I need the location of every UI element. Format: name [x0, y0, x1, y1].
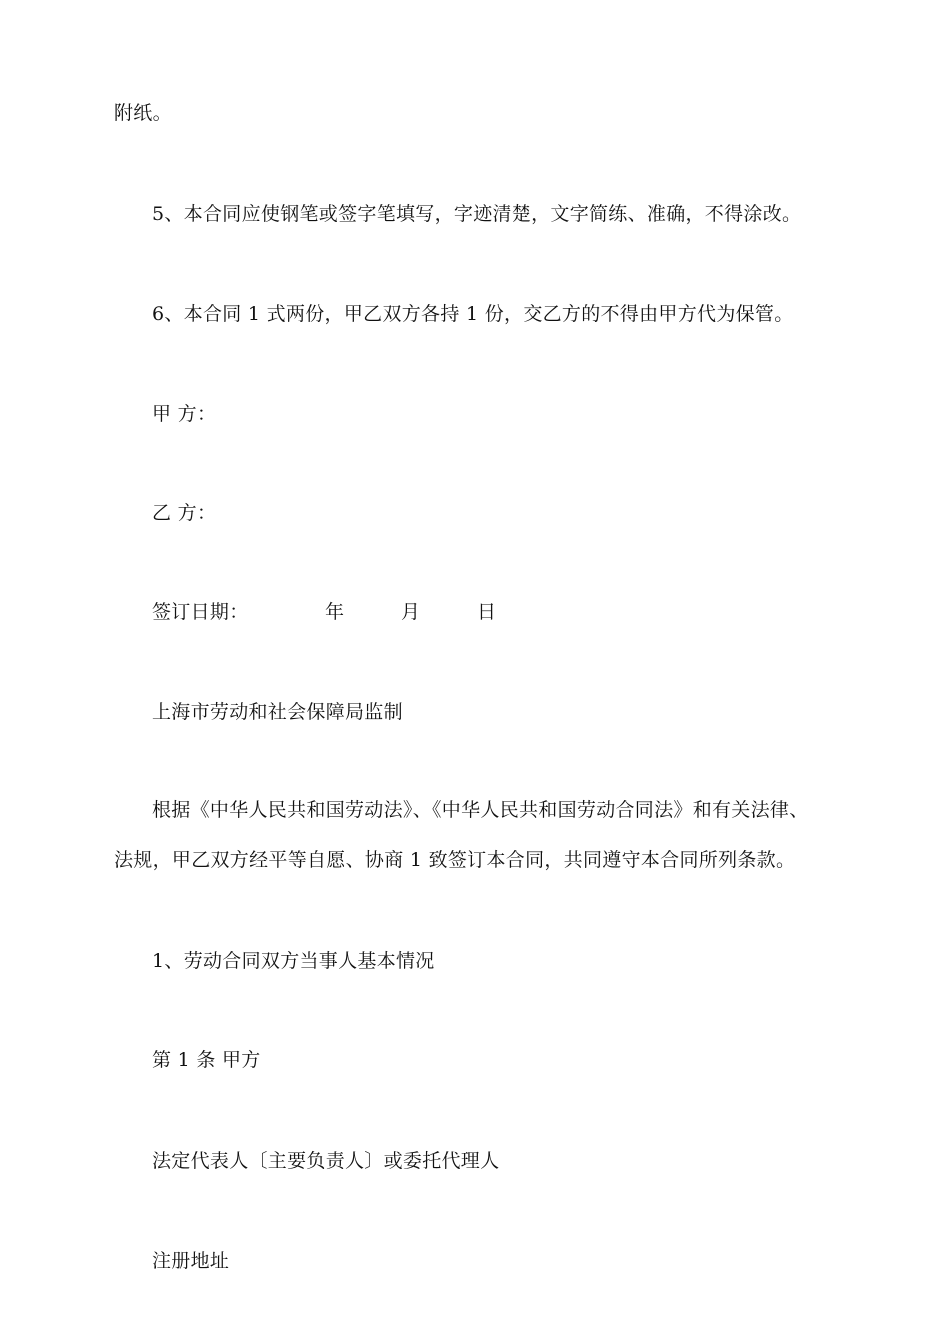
preamble-line-1: 根据《中华人民共和国劳动法》、《中华人民共和国劳动合同法》和有关法律、 — [152, 799, 809, 821]
text-line-item-5: 5、本合同应使钢笔或签字笔填写，字迹清楚，文字简练、准确，不得涂改。 — [152, 203, 802, 225]
signing-date-label: 签订日期： — [152, 601, 249, 623]
signing-date-year: 年 — [325, 601, 345, 623]
section-heading-1: 1、劳动合同双方当事人基本情况 — [152, 950, 435, 972]
signing-date-month: 月 — [401, 601, 421, 623]
registered-address-label: 注册地址 — [152, 1250, 230, 1272]
text-line-attachment: 附纸。 — [114, 102, 172, 124]
article-1-heading: 第 1 条 甲方 — [152, 1049, 261, 1071]
supervision-note: 上海市劳动和社会保障局监制 — [152, 701, 403, 723]
text-line-item-6: 6、本合同 1 式两份，甲乙双方各持 1 份，交乙方的不得由甲方代为保管。 — [152, 303, 794, 325]
party-a-label: 甲 方： — [152, 403, 217, 425]
signing-date-day: 日 — [477, 601, 497, 623]
legal-representative-label: 法定代表人〔主要负责人〕或委托代理人 — [152, 1150, 500, 1172]
preamble-line-2: 法规，甲乙双方经平等自愿、协商 1 致签订本合同，共同遵守本合同所列条款。 — [114, 849, 796, 871]
party-b-label: 乙 方： — [152, 502, 217, 524]
